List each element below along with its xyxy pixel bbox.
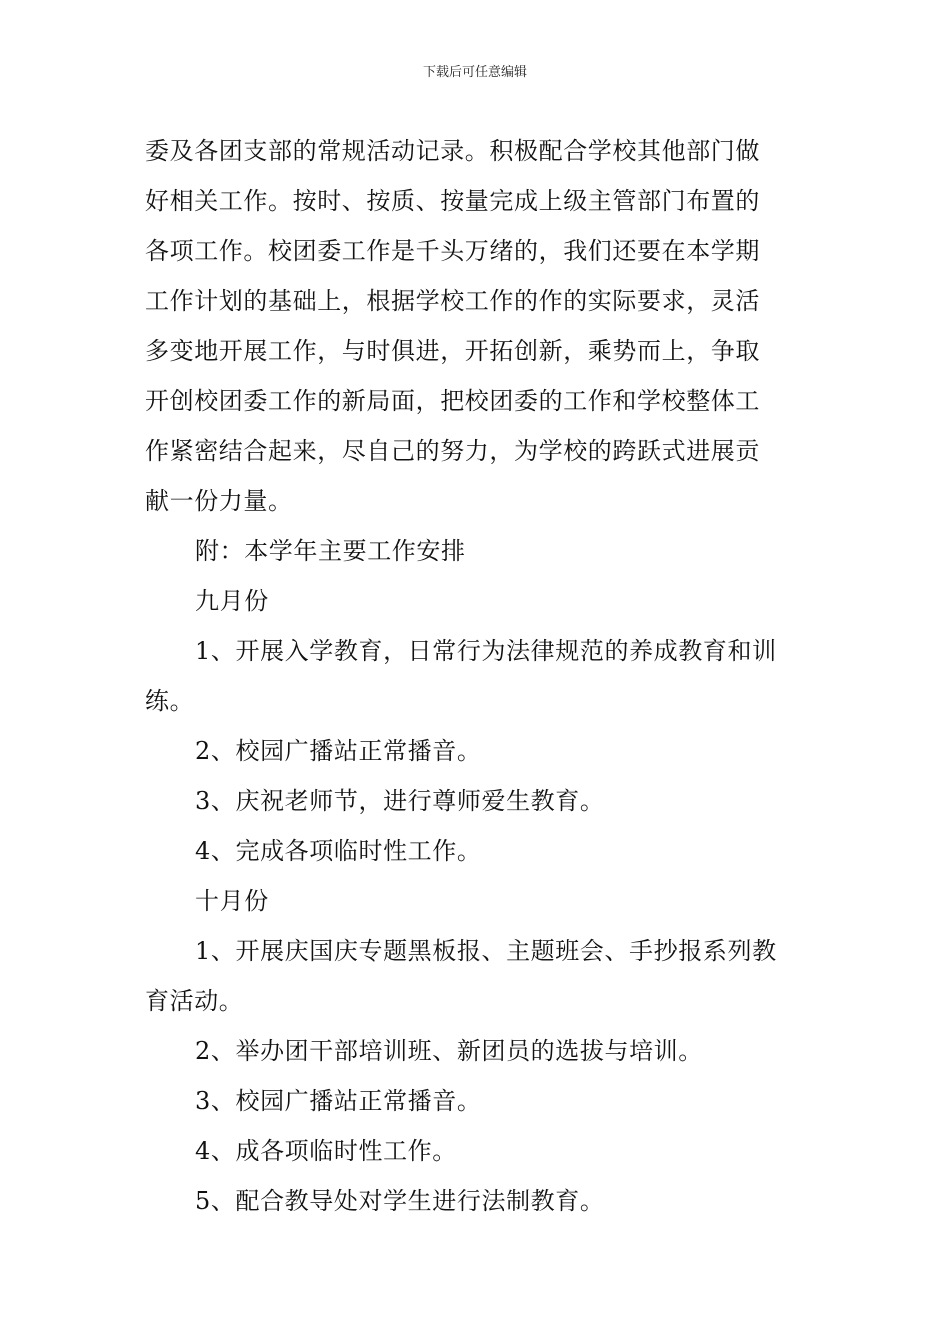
body-line: 好相关工作。按时、按质、按量完成上级主管部门布置的 — [145, 187, 760, 215]
page-header: 下载后可任意编辑 — [422, 65, 527, 80]
body-line: 各项工作。校团委工作是千头万绪的，我们还要在本学期 — [145, 237, 760, 265]
list-item-continuation: 练。 — [145, 687, 195, 715]
body-line: 献一份力量。 — [145, 487, 293, 515]
list-item: 4、完成各项临时性工作。 — [195, 837, 482, 865]
list-item: 4、成各项临时性工作。 — [195, 1137, 457, 1165]
body-line: 多变地开展工作，与时俱进，开拓创新，乘势而上，争取 — [145, 337, 760, 365]
list-item: 2、举办团干部培训班、新团员的选拔与培训。 — [195, 1037, 703, 1065]
body-line: 委及各团支部的常规活动记录。积极配合学校其他部门做 — [145, 137, 760, 165]
list-item: 5、配合教导处对学生进行法制教育。 — [195, 1187, 605, 1215]
list-item-continuation: 育活动。 — [145, 987, 244, 1015]
list-item: 1、开展庆国庆专题黑板报、主题班会、手抄报系列教 — [195, 937, 777, 965]
appendix-heading: 附：本学年主要工作安排 — [195, 537, 466, 565]
list-item: 3、校园广播站正常播音。 — [195, 1087, 482, 1115]
body-line: 工作计划的基础上，根据学校工作的作的实际要求，灵活 — [145, 287, 760, 315]
document-body — [145, 126, 807, 1226]
month-heading-october: 十月份 — [195, 887, 269, 915]
body-line: 作紧密结合起来，尽自己的努力，为学校的跨跃式进展贡 — [145, 437, 760, 465]
list-item: 2、校园广播站正常播音。 — [195, 737, 482, 765]
month-heading-september: 九月份 — [195, 587, 269, 615]
body-line: 开创校团委工作的新局面，把校团委的工作和学校整体工 — [145, 387, 760, 415]
list-item: 3、庆祝老师节，进行尊师爱生教育。 — [195, 787, 605, 815]
list-item: 1、开展入学教育，日常行为法律规范的养成教育和训 — [195, 637, 777, 665]
